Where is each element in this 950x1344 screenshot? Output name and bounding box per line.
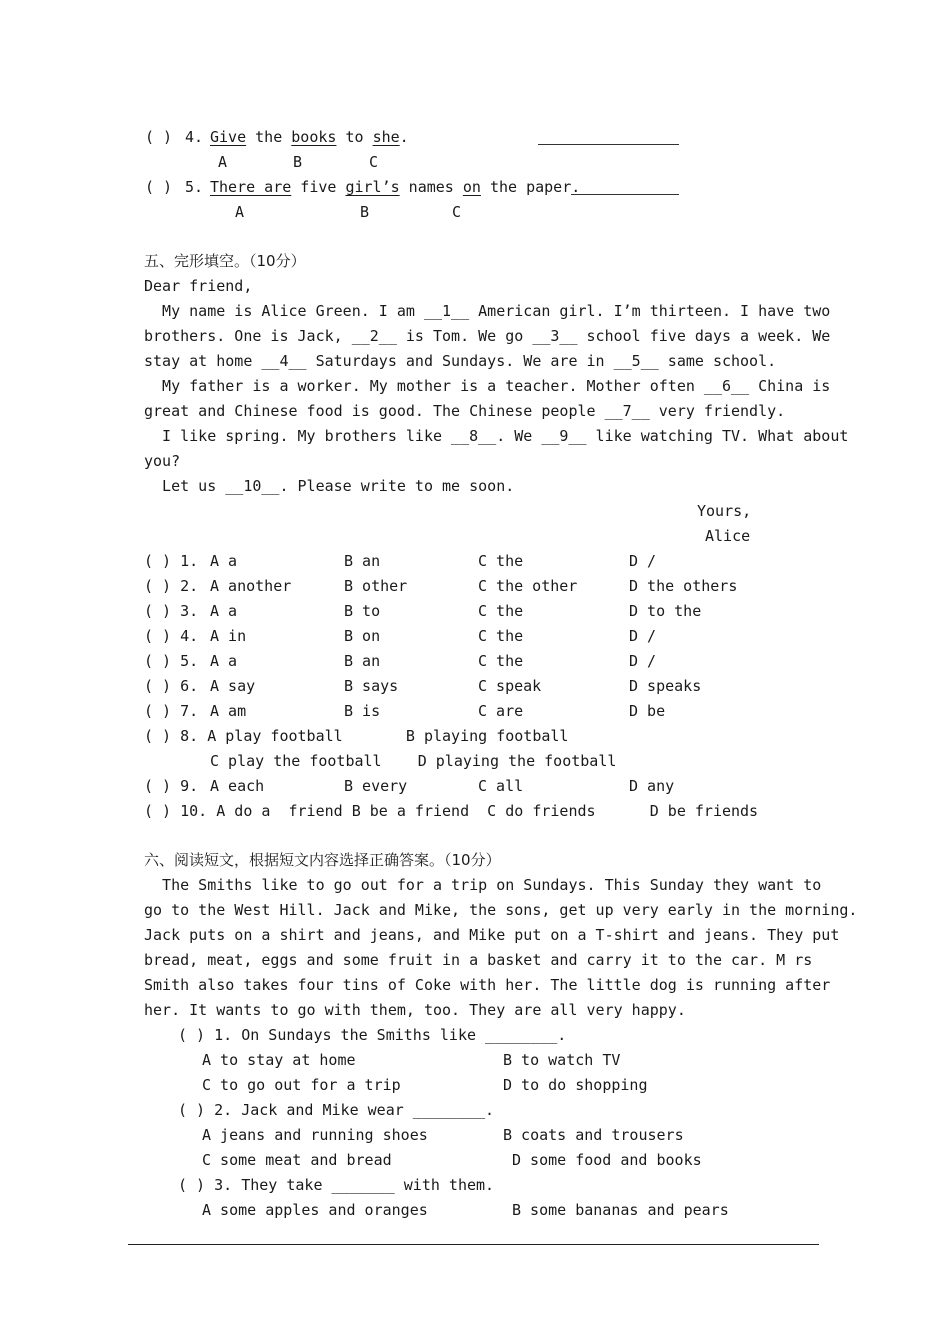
letter-signature: Alice [705,527,751,545]
sentence-text: . [399,128,409,146]
option-a[interactable]: A each [210,777,265,795]
option-b[interactable]: B an [344,552,381,570]
option-d[interactable]: D the others [629,577,738,595]
passage-line: bread, meat, eggs and some fruit in a basket and carry it to the car. M rs [144,951,813,969]
passage-line: great and Chinese food is good. The Chinese people __7__ very friendly. [144,402,786,420]
option-a[interactable]: A a [210,552,238,570]
question-stem: ( ) 2. Jack and Mike wear ________. [178,1101,495,1119]
option-label-b: B [360,203,370,221]
question-stem: ( ) 3. They take _______ with them. [178,1176,495,1194]
passage-line: Smith also takes four tins of Coke with her. The little dog is running after [144,976,831,994]
option-c[interactable]: C to go out for a trip [202,1076,401,1094]
option-c[interactable]: C are [478,702,524,720]
option-a[interactable]: A jeans and running shoes [202,1126,428,1144]
option-a[interactable]: A another [210,577,292,595]
option-d[interactable]: D to the [629,602,702,620]
underlined-word-a: Give [210,128,247,146]
option-c[interactable]: C the [478,602,524,620]
option-label-c: C [452,203,462,221]
answer-blank[interactable] [571,194,679,195]
option-row-8-line-2[interactable]: C play the football D playing the football [210,752,617,770]
option-a[interactable]: A am [210,702,247,720]
passage-line: stay at home __4__ Saturdays and Sundays. We are in __5__ same school. [144,352,777,370]
option-d[interactable]: D to do shopping [503,1076,648,1094]
letter-closing: Yours, [697,502,752,520]
passage-line: Let us __10__. Please write to me soon. [144,477,515,495]
option-a[interactable]: A some apples and oranges [202,1201,428,1219]
option-b[interactable]: B coats and trousers [503,1126,684,1144]
option-b[interactable]: B on [344,627,381,645]
option-a[interactable]: A a [210,602,238,620]
passage-line: My name is Alice Green. I am __1__ American girl. I’m thirteen. I have two [144,302,831,320]
letter-greeting: Dear friend, [144,277,253,295]
underlined-word-c: she [372,128,400,146]
sentence-text: five [291,178,346,196]
option-d[interactable]: D / [629,627,657,645]
option-c[interactable]: C the [478,627,524,645]
option-c[interactable]: C the [478,652,524,670]
underlined-word-b: girl’s [345,178,400,196]
option-d[interactable]: D some food and books [512,1151,702,1169]
passage-line: her. It wants to go with them, too. They are all very happy. [144,1001,686,1019]
option-a[interactable]: A in [210,627,247,645]
passage-line: My father is a worker. My mother is a teacher. Mother often __6__ China is [144,377,831,395]
option-d[interactable]: D be [629,702,666,720]
option-c[interactable]: C all [478,777,524,795]
option-d[interactable]: D / [629,552,657,570]
option-b[interactable]: B to watch TV [503,1051,621,1069]
option-label-a: A [235,203,245,221]
sentence-text: the paper. [480,178,581,196]
underlined-word-a: There are [210,178,292,196]
option-a[interactable]: A say [210,677,256,695]
option-row-10[interactable]: ( ) 10. A do a friend B be a friend C do friends D be friends [144,802,759,820]
question-sentence [210,177,580,197]
option-label-a: A [218,153,228,171]
page-footer-rule [128,1244,819,1245]
option-b[interactable]: B an [344,652,381,670]
passage-line: go to the West Hill. Jack and Mike, the sons, get up very early in the morning. [144,901,858,919]
question-paren: ( ) [145,178,173,196]
passage-line: brothers. One is Jack, __2__ is Tom. We go __3__ school five days a week. We [144,327,831,345]
option-d[interactable]: D speaks [629,677,702,695]
sentence-text: to [336,128,373,146]
question-sentence [210,127,409,147]
option-c[interactable]: C the [478,552,524,570]
option-b[interactable]: B some bananas and pears [512,1201,729,1219]
option-label-c: C [369,153,379,171]
question-number: ( ) 1. [144,552,199,570]
underlined-word-c: on [462,178,481,196]
passage-line: Jack puts on a shirt and jeans, and Mike put on a T-shirt and jeans. They put [144,926,840,944]
option-c[interactable]: C the other [478,577,578,595]
option-c[interactable]: C speak [478,677,542,695]
section-6-title: 六、阅读短文，根据短文内容选择正确答案。（10分） [144,851,501,869]
sentence-text: the [246,128,292,146]
sentence-text: names [399,178,463,196]
question-number: 4. [185,128,204,146]
question-number: ( ) 3. [144,602,199,620]
question-number: 5. [185,178,204,196]
option-b[interactable]: B is [344,702,381,720]
passage-line: I like spring. My brothers like __8__. We __9__ like watching TV. What about [144,427,849,445]
underlined-word-b: books [291,128,337,146]
question-number: ( ) 5. [144,652,199,670]
option-a[interactable]: A to stay at home [202,1051,356,1069]
option-d[interactable]: D any [629,777,675,795]
option-label-b: B [293,153,303,171]
question-number: ( ) 2. [144,577,199,595]
option-b[interactable]: B says [344,677,399,695]
option-b[interactable]: B every [344,777,408,795]
option-a[interactable]: A a [210,652,238,670]
question-stem: ( ) 1. On Sundays the Smiths like ________. [178,1026,567,1044]
option-c[interactable]: C some meat and bread [202,1151,392,1169]
option-b[interactable]: B to [344,602,381,620]
answer-blank[interactable] [538,144,679,145]
passage-line: The Smiths like to go out for a trip on Sundays. This Sunday they want to [144,876,822,894]
passage-line: you? [144,452,181,470]
question-number: ( ) 6. [144,677,199,695]
option-d[interactable]: D / [629,652,657,670]
section-5-title: 五、完形填空。（10分） [144,252,306,270]
question-number: ( ) 7. [144,702,199,720]
question-number: ( ) 4. [144,627,199,645]
option-row-8-line-1[interactable]: ( ) 8. A play football B playing football [144,727,569,745]
option-b[interactable]: B other [344,577,408,595]
question-number: ( ) 9. [144,777,199,795]
question-paren: ( ) [145,128,173,146]
